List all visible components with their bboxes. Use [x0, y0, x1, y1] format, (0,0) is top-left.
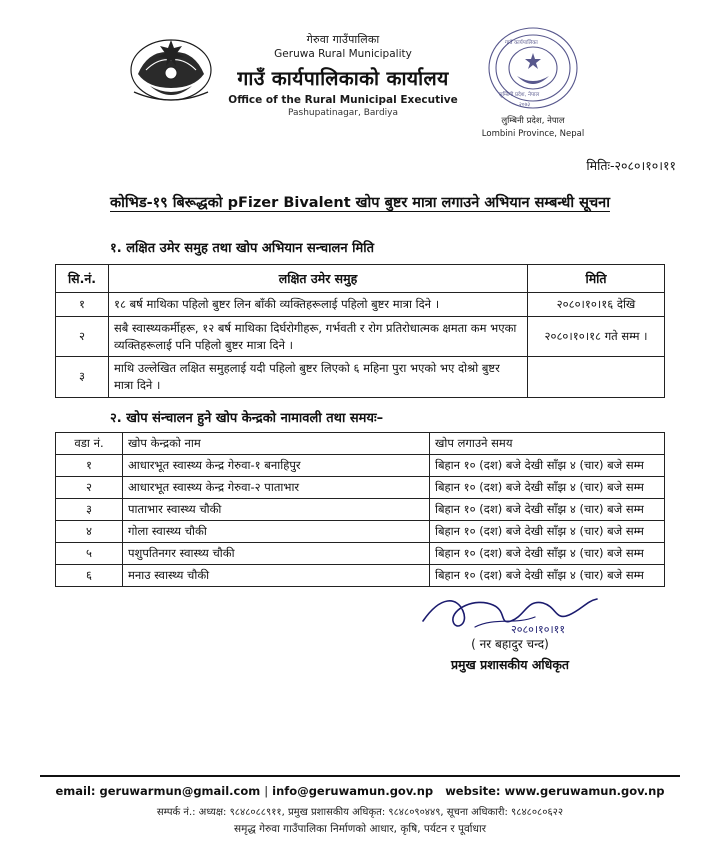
office-stamp-block — [474, 22, 592, 139]
cell-time: बिहान १० (दश) बजे देखी साँझ ४ (चार) बजे सम्म — [430, 564, 665, 586]
nepal-emblem-icon — [128, 30, 214, 110]
signatory-title: प्रमुख प्रशासकीय अधिकृत — [450, 656, 570, 672]
table-header-row — [56, 432, 665, 454]
svg-text:२०७३: २०७३ — [519, 102, 531, 108]
section-1-heading: १. लक्षित उमेर समुह तथा खोप अभियान सन्चालन मिति — [110, 241, 375, 257]
cell-center: गोला स्वास्थ्य चौकी — [123, 520, 430, 542]
footer-divider — [40, 775, 680, 777]
municipality-name-en: Geruwa Rural Municipality — [274, 48, 412, 60]
website-label: website: — [445, 784, 501, 798]
header-titles — [218, 22, 468, 118]
col-target-group: लक्षित उमेर समुह — [109, 265, 528, 293]
municipality-name-np: गेरुवा गाउँपालिका — [306, 33, 380, 46]
province-en: Lombini Province, Nepal — [481, 128, 585, 139]
vaccination-centers-table — [55, 432, 665, 587]
cell-time: बिहान १० (दश) बजे देखी साँझ ४ (चार) बजे सम्म — [430, 476, 665, 498]
table-row — [56, 542, 665, 564]
table-row — [56, 564, 665, 586]
footer-phone-numbers: सम्पर्क नं.: अध्यक्ष: ९८४८०८८९११, प्रमुख प्रशासकीय अधिकृत: ९८४८०९०४४९, सूचना अधिकारी: ९८४८०८०६२२ — [156, 807, 564, 818]
office-stamp-icon — [481, 22, 585, 114]
cell-ward: ५ — [56, 542, 123, 564]
document-footer — [0, 775, 720, 836]
office-address-en: Pashupatinagar, Bardiya — [287, 108, 399, 118]
cell-center: मनाउ स्वास्थ्य चौकी — [123, 564, 430, 586]
cell-group: सबै स्वास्थ्यकर्मीहरू, १२ बर्ष माथिका दिर्घरोगीहरू, गर्भवती र रोग प्रतिरोधात्मक क्षमता कम भएका व्यक्तिहरूलाई पनि पहिलो बुष्टर मात्रा दिने । — [109, 316, 528, 356]
svg-text:लुम्बिनी प्रदेश, नेपाल: लुम्बिनी प्रदेश, नेपाल — [499, 92, 540, 98]
footer-contact-line — [0, 784, 720, 798]
email-separator: | — [264, 784, 269, 798]
cell-ward: १ — [56, 454, 123, 476]
target-age-group-table — [55, 264, 665, 397]
cell-serial: २ — [56, 316, 109, 356]
cell-serial: १ — [56, 293, 109, 317]
cell-date: २०८०।१०।१८ गते सम्म । — [528, 316, 665, 356]
document-header — [0, 0, 720, 139]
table-row — [56, 293, 665, 317]
col-center-name: खोप केन्द्रको नाम — [123, 432, 430, 454]
email-primary[interactable]: geruwarmun@gmail.com — [99, 784, 261, 798]
cell-center: पशुपतिनगर स्वास्थ्य चौकी — [123, 542, 430, 564]
footer-slogan: समृद्ध गेरुवा गाउँपालिका निर्माणको आधार, कृषि, पर्यटन र पूर्वाधार — [233, 823, 487, 835]
col-serial-number: सि.नं. — [56, 265, 109, 293]
cell-ward: ६ — [56, 564, 123, 586]
table-row — [56, 498, 665, 520]
notice-subject: कोभिड-१९ बिरूद्धको pFizer Bivalent खोप बुष्टर मात्रा लगाउने अभियान सम्बन्धी सूचना — [110, 195, 610, 212]
signature-date: २०८०।१०।११ — [511, 622, 566, 635]
col-ward-number: वडा नं. — [56, 432, 123, 454]
cell-time: बिहान १० (दश) बजे देखी साँझ ४ (चार) बजे सम्म — [430, 498, 665, 520]
cell-time: बिहान १० (दश) बजे देखी साँझ ४ (चार) बजे सम्म — [430, 542, 665, 564]
office-title-np: गाउँ कार्यपालिकाको कार्यालय — [237, 67, 449, 90]
cell-ward: ४ — [56, 520, 123, 542]
document-date: मितिः-२०८०।१०।११ — [586, 158, 676, 174]
table-header-row — [56, 265, 665, 293]
cell-group: १८ बर्ष माथिका पहिलो बुष्टर लिन बाँकी व्यक्तिहरूलाई पहिलो बुष्टर मात्रा दिने । — [109, 293, 528, 317]
table-row — [56, 476, 665, 498]
table-row — [56, 357, 665, 397]
table-row — [56, 454, 665, 476]
col-vaccination-time: खोप लगाउने समय — [430, 432, 665, 454]
cell-center: आधारभूत स्वास्थ्य केन्द्र गेरुवा-१ बनाहिपुर — [123, 454, 430, 476]
cell-time: बिहान १० (दश) बजे देखी साँझ ४ (चार) बजे सम्म — [430, 520, 665, 542]
cell-ward: २ — [56, 476, 123, 498]
cell-center: पाताभार स्वास्थ्य चौकी — [123, 498, 430, 520]
province-np: लुम्बिनी प्रदेश, नेपाल — [501, 116, 565, 126]
table-row — [56, 316, 665, 356]
signatory-name: ( नर बहादुर चन्द) — [471, 636, 549, 651]
handwritten-signature — [415, 591, 605, 635]
signature-block — [0, 591, 720, 673]
cell-date — [528, 357, 665, 397]
email-secondary[interactable]: info@geruwamun.gov.np — [272, 784, 434, 798]
cell-ward: ३ — [56, 498, 123, 520]
col-date: मिति — [528, 265, 665, 293]
office-title-en: Office of the Rural Municipal Executive — [228, 94, 458, 106]
cell-group: माथि उल्लेखित लक्षित समुहलाई यदी पहिलो बुष्टर लिएको ६ महिना पुरा भएको भए दोश्रो बुष्टर मात्रा दिने । — [109, 357, 528, 397]
email-label: email: — [55, 784, 96, 798]
cell-time: बिहान १० (दश) बजे देखी साँझ ४ (चार) बजे सम्म — [430, 454, 665, 476]
cell-date: २०८०।१०।१६ देखि — [528, 293, 665, 317]
section-2-heading: २. खोप संन्चालन हुने खोप केन्द्रको नामावली तथा समयः– — [110, 410, 384, 426]
table-row — [56, 520, 665, 542]
cell-serial: ३ — [56, 357, 109, 397]
cell-center: आधारभूत स्वास्थ्य केन्द्र गेरुवा-२ पाताभार — [123, 476, 430, 498]
svg-text:गाउँ कार्यपालिका: गाउँ कार्यपालिका — [505, 40, 538, 46]
website-url[interactable]: www.geruwamun.gov.np — [504, 784, 665, 798]
